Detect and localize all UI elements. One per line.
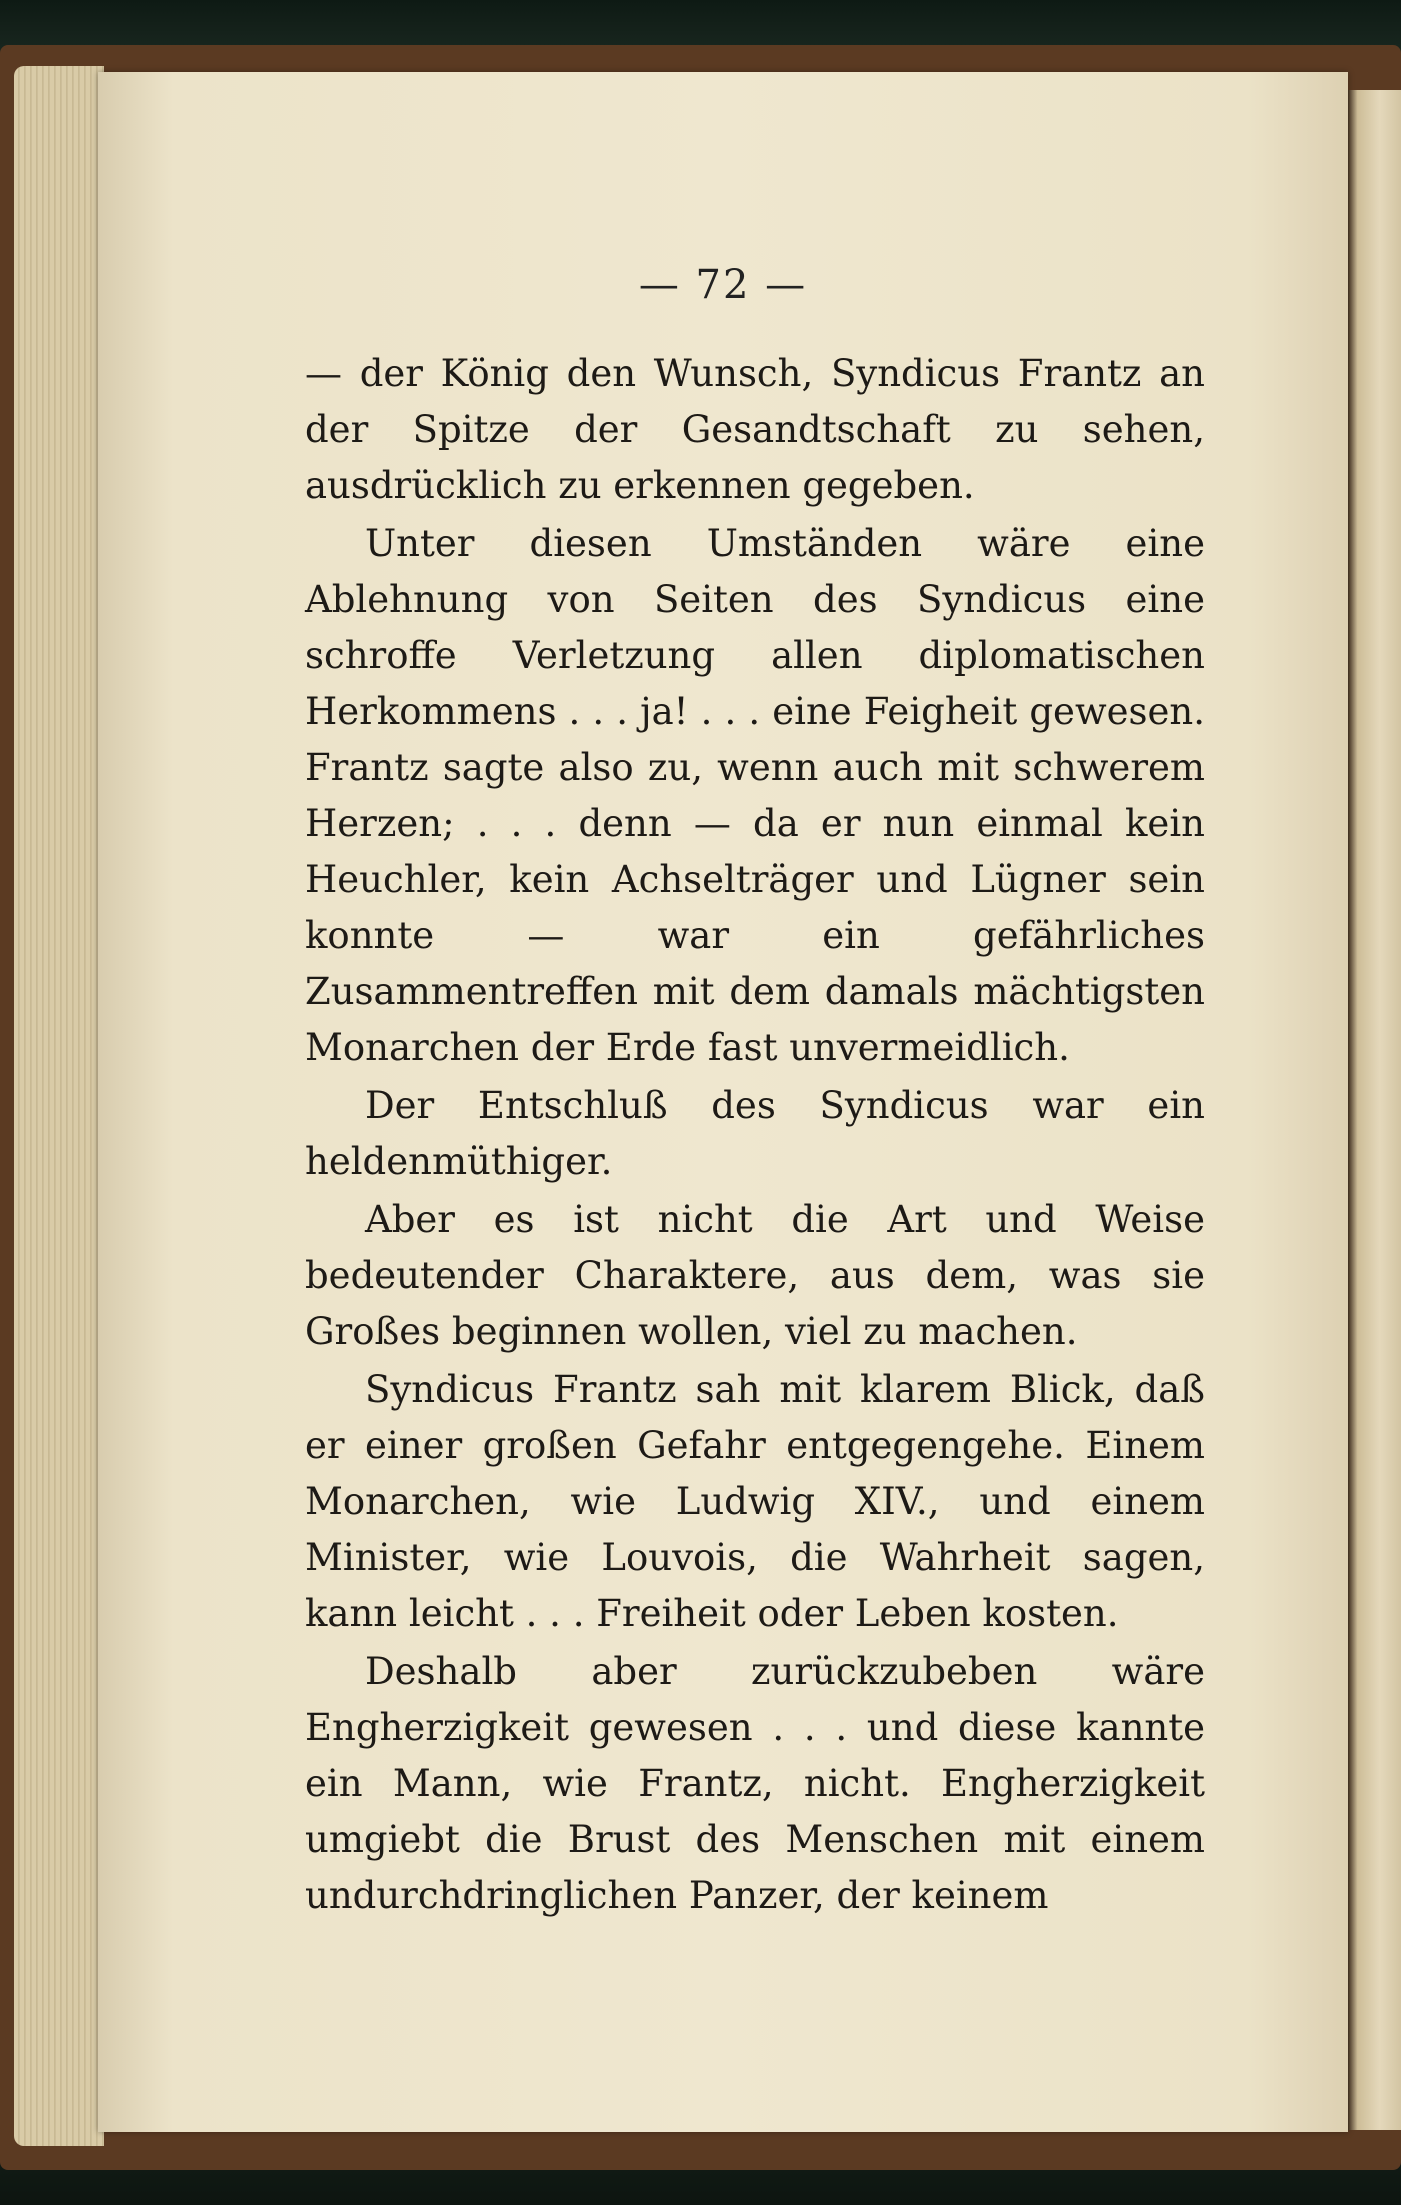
paragraph-5: Syndicus Frantz sah mit klarem Blick, daß er einer großen Gefahr entgegengehe. Einem Monarchen, wie Ludwig XIV., und einem Minister, wie Louvois, die Wahrheit sagen, kann leicht . . . Freiheit oder Leben kosten.	[305, 1368, 1205, 1635]
page-edges	[14, 66, 104, 2146]
paragraph-4: Aber es ist nicht die Art und Weise bedeutender Charaktere, aus dem, was sie Großes beginnen wollen, viel zu machen.	[305, 1198, 1205, 1353]
page-body-text	[305, 346, 1205, 1924]
paragraph-3: Der Entschluß des Syndicus war ein heldenmüthiger.	[305, 1084, 1205, 1183]
page-number: — 72 —	[638, 262, 808, 308]
paragraph-2: Unter diesen Umständen wäre eine Ablehnung von Seiten des Syndicus eine schroffe Verletzung allen diplomatischen Herkommens . . . ja! . . . eine Feigheit gewesen. Frantz sagte also zu, wenn auch mit schwerem Herzen; . . . denn — da er nun einmal kein Heuchler, kein Achselträger und Lügner sein konnte — war ein gefährliches Zusammentreffen mit dem damals mächtigsten Monarchen der Erde fast unvermeidlich.	[305, 522, 1205, 1069]
paragraph-1: — der König den Wunsch, Syndicus Frantz an der Spitze der Gesandtschaft zu sehen, ausdrücklich zu erkennen gegeben.	[305, 352, 1205, 507]
next-page-edge	[1348, 90, 1401, 2130]
paragraph-6: Deshalb aber zurückzubeben wäre Engherzigkeit gewesen . . . und diese kannte ein Mann, wie Frantz, nicht. Engherzigkeit umgiebt die Brust des Menschen mit einem undurchdringlichen Panzer, der keinem	[305, 1650, 1205, 1917]
